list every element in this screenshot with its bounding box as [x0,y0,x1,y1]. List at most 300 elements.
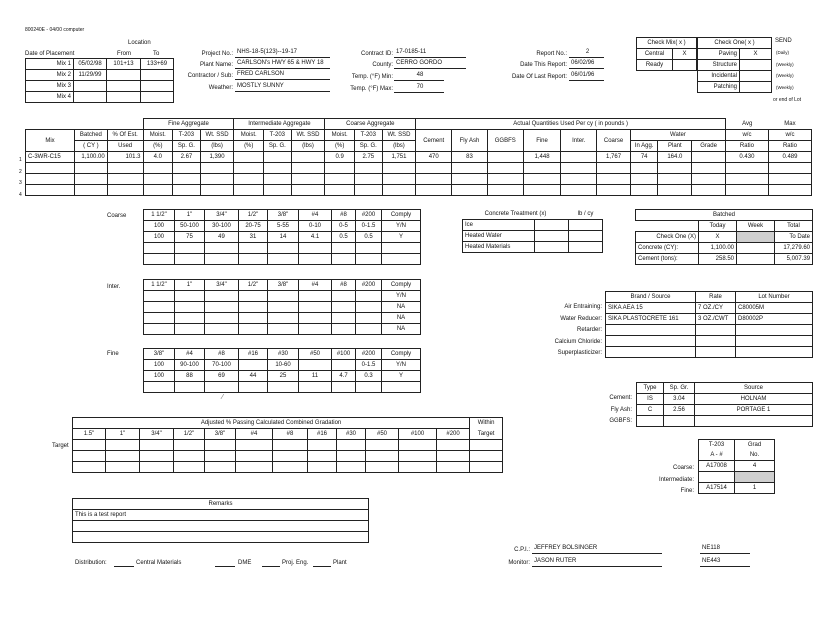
grad-cell[interactable]: 10-60 [268,360,299,371]
mix-cell-f-sg[interactable] [173,163,201,174]
grad-cell[interactable]: 0-10 [299,221,332,232]
grad-cell[interactable] [332,291,356,302]
central-check[interactable]: X [673,49,697,60]
ready-check[interactable] [673,60,697,71]
admix-brand[interactable] [606,325,696,336]
combined-cell[interactable] [205,440,236,451]
admix-brand[interactable]: SIKA AEA 15 [606,303,696,314]
combined-cell[interactable] [437,440,470,451]
grad-cell[interactable] [144,324,175,335]
cem-type[interactable]: C [637,405,664,416]
mix-cell-i-sg[interactable] [264,174,292,185]
grad-cell[interactable]: Y/N [382,291,421,302]
mix-cell-inter[interactable] [561,152,597,163]
batched-week-check[interactable] [737,232,775,243]
mix-cell-flyash[interactable] [452,174,488,185]
grad-cell[interactable] [382,382,421,393]
grad-cell[interactable]: 0.5 [356,232,382,243]
combined-cell[interactable] [337,440,366,451]
mix-cell-grade[interactable] [692,152,726,163]
grad-cell[interactable]: 44 [239,371,268,382]
grad-cell[interactable]: 100 [144,371,175,382]
mix-cell-i-sg[interactable] [264,185,292,196]
remarks-text[interactable]: This is a test report [73,510,369,521]
mix-cell-coarse[interactable] [597,185,631,196]
grad-cell[interactable] [239,254,268,265]
grad-cell[interactable]: Y/N [382,221,421,232]
mix-cell-avg[interactable] [725,163,768,174]
combined-cell[interactable] [236,440,273,451]
mix-cell-c-wt[interactable] [382,174,416,185]
cem-spg[interactable] [664,416,695,427]
grad-cell[interactable]: 0-5 [332,221,356,232]
mix-cell-batched[interactable] [75,163,108,174]
grad-cell[interactable]: NA [382,302,421,313]
combined-cell[interactable] [399,440,437,451]
grad-cell[interactable]: 69 [205,371,239,382]
admix-lot[interactable] [736,336,813,347]
grad-cell[interactable]: 0.5 [332,232,356,243]
mix-cell-f-wt[interactable] [200,163,234,174]
grad-cell[interactable] [239,360,268,371]
combined-cell[interactable] [437,462,470,473]
cem-spg[interactable]: 3.04 [664,394,695,405]
grad-cell[interactable] [239,324,268,335]
combined-cell[interactable] [337,462,366,473]
mix-cell-i-moist[interactable] [234,163,264,174]
grad-cell[interactable]: 4.1 [299,232,332,243]
grad-cell[interactable]: 49 [205,232,239,243]
admix-lot[interactable]: D80002P [736,314,813,325]
mix-cell-avg[interactable] [725,174,768,185]
grad-cell[interactable] [332,382,356,393]
check-one-box[interactable] [740,60,772,71]
remarks-line-2[interactable] [73,521,369,532]
mix-cell-i-sg[interactable] [264,152,292,163]
combined-cell[interactable] [366,440,399,451]
grad-cell[interactable] [356,243,382,254]
mix-cell-max[interactable] [768,174,811,185]
mix-cell-avg[interactable] [725,185,768,196]
grad-cell[interactable] [332,313,356,324]
grad-cell[interactable] [175,382,205,393]
treatment-lbcy[interactable] [569,242,603,253]
combined-cell[interactable] [273,440,308,451]
grad-cell[interactable] [144,382,175,393]
combined-cell[interactable] [140,440,174,451]
combined-cell[interactable] [205,462,236,473]
mix-cell-pct[interactable] [107,174,143,185]
remarks-line-3[interactable] [73,532,369,543]
sieve-header: #200 [356,349,382,360]
mix-cell-max[interactable] [768,163,811,174]
mix-cell-ggbfs[interactable] [487,185,523,196]
mix-cell-i-wt[interactable] [291,174,325,185]
grad-number[interactable]: 4 [735,461,775,472]
mix-cell-mix[interactable]: C-3WR-C15 [26,152,75,163]
grad-cell[interactable] [268,291,299,302]
grad-cell[interactable] [205,291,239,302]
grad-cell[interactable] [268,382,299,393]
mix-cell-plant[interactable] [658,185,692,196]
admix-lot[interactable] [736,325,813,336]
batched-today-check[interactable]: X [699,232,737,243]
combined-cell[interactable] [366,462,399,473]
mix-cell-i-wt[interactable] [291,163,325,174]
grad-cell[interactable] [175,313,205,324]
admix-lot[interactable]: C80005M [736,303,813,314]
combined-cell[interactable] [205,451,236,462]
location-to[interactable] [141,81,174,92]
grad-cell[interactable] [299,243,332,254]
mix-cell-i-sg[interactable] [264,163,292,174]
location-from[interactable] [107,81,141,92]
mix-cell-pct[interactable] [107,163,143,174]
grad-cell[interactable] [175,324,205,335]
mix-cell-mix[interactable] [26,174,75,185]
combined-cell[interactable] [308,440,337,451]
grad-cell[interactable] [239,302,268,313]
grad-cell[interactable] [299,302,332,313]
location-to[interactable] [141,92,174,103]
location-from[interactable]: 101+13 [107,59,141,70]
grad-cell[interactable]: 100 [144,360,175,371]
mix-cell-f-wt[interactable] [200,174,234,185]
location-from[interactable] [107,70,141,81]
mix-cell-i-moist[interactable] [234,174,264,185]
grad-cell[interactable] [175,302,205,313]
treatment-lbcy[interactable] [569,220,603,231]
cem-source[interactable]: PORTAGE 1 [695,405,813,416]
combined-cell[interactable] [174,451,205,462]
mix-cell-grade[interactable] [692,185,726,196]
mix-cell-c-wt[interactable] [382,185,416,196]
grad-number[interactable]: 1 [735,483,775,494]
grad-cell[interactable]: 25 [268,371,299,382]
mix-cell-f-sg[interactable]: 2.67 [173,152,201,163]
admix-brand[interactable] [606,347,696,358]
check-one-box[interactable] [740,71,772,82]
mix-cell-cement[interactable]: 470 [416,152,452,163]
grad-cell[interactable] [299,313,332,324]
mix-cell-ggbfs[interactable] [487,163,523,174]
location-from[interactable] [107,92,141,103]
col-coarse-spg: Sp. G. [355,141,383,152]
mix-cell-i-moist[interactable] [234,152,264,163]
grad-cell[interactable]: Y/N [382,360,421,371]
mix-cell-f-sg[interactable] [173,174,201,185]
grad-cell[interactable] [268,302,299,313]
mix-cell-f-moist[interactable] [143,174,173,185]
cem-source[interactable]: HOLNAM [695,394,813,405]
mix-cell-flyash[interactable]: 83 [452,152,488,163]
mix-cell-coarse[interactable]: 1,767 [597,152,631,163]
mix-cell-c-sg[interactable] [355,185,383,196]
grad-cell[interactable] [356,302,382,313]
admix-rate[interactable] [696,347,736,358]
combined-cell[interactable] [73,462,106,473]
treatment-check[interactable] [535,231,569,242]
mix-cell-f-moist[interactable] [143,163,173,174]
mix-cell-f-moist[interactable] [143,185,173,196]
mix-cell-cement[interactable] [416,163,452,174]
combined-cell[interactable] [106,451,140,462]
mix-cell-flyash[interactable] [452,163,488,174]
mix-cell-inagg[interactable] [630,174,658,185]
grad-cell[interactable] [382,254,421,265]
combined-cell[interactable] [140,451,174,462]
admix-lot[interactable] [736,347,813,358]
admix-brand[interactable]: SIKA PLASTOCRETE 161 [606,314,696,325]
t203-number[interactable]: A17008 [699,461,735,472]
grad-cell[interactable] [356,313,382,324]
check-one-box[interactable]: X [740,49,772,60]
mix-cell-c-wt[interactable] [382,163,416,174]
grad-cell[interactable] [175,243,205,254]
placement-date[interactable]: 05/02/98 [74,59,107,70]
grad-cell[interactable] [356,254,382,265]
grad-cell[interactable] [268,254,299,265]
grad-cell[interactable] [382,243,421,254]
cem-type[interactable] [637,416,664,427]
admixture-row [606,314,813,325]
mix-cell-c-sg[interactable] [355,163,383,174]
mix-cell-inter[interactable] [561,174,597,185]
grad-cell[interactable] [144,291,175,302]
mix-cell-coarse[interactable] [597,163,631,174]
mix-cell-fine[interactable] [523,174,561,185]
grad-cell[interactable]: 20-75 [239,221,268,232]
grad-cell[interactable]: 90-100 [175,360,205,371]
combined-cell[interactable] [308,451,337,462]
mix-cell-fine[interactable] [523,185,561,196]
admix-brand[interactable] [606,336,696,347]
grad-cell[interactable] [239,243,268,254]
mix-cell-c-moist[interactable] [325,174,355,185]
admix-rate[interactable] [696,325,736,336]
mix-cell-batched[interactable] [75,174,108,185]
mix-cell-c-moist[interactable]: 0.9 [325,152,355,163]
mix-cell-max[interactable]: 0.489 [768,152,811,163]
mix-cell-f-moist[interactable]: 4.0 [143,152,173,163]
grad-cell[interactable] [356,382,382,393]
grad-cell[interactable]: 31 [239,232,268,243]
combined-target-label: Target [52,443,69,449]
grad-cell[interactable]: 30-100 [205,221,239,232]
combined-cell[interactable] [106,440,140,451]
grad-cell[interactable] [239,313,268,324]
grad-cell[interactable] [144,302,175,313]
mix-cell-max[interactable] [768,185,811,196]
mix-cell-inagg[interactable] [630,163,658,174]
admix-rate[interactable]: 3 OZ./CWT [696,314,736,325]
treatment-check[interactable] [535,242,569,253]
placement-date[interactable] [74,81,107,92]
combined-cell[interactable] [470,451,503,462]
grad-cell[interactable] [332,254,356,265]
mix-cell-inter[interactable] [561,163,597,174]
grad-cell[interactable] [332,360,356,371]
combined-cell[interactable] [73,440,106,451]
grad-cell[interactable] [205,324,239,335]
mix-cell-c-moist[interactable] [325,185,355,196]
placement-date[interactable] [74,92,107,103]
combined-cell[interactable] [470,462,503,473]
grad-cell[interactable] [332,302,356,313]
grad-cell[interactable]: 100 [144,232,175,243]
admix-rate[interactable] [696,336,736,347]
grad-cell[interactable]: 100 [144,221,175,232]
mix-cell-batched[interactable] [75,185,108,196]
mix-cell-i-wt[interactable] [291,185,325,196]
contractor-label: Contractor / Sub: [187,73,233,79]
row-number: 3 [19,180,22,186]
mix-cell-inagg[interactable] [630,185,658,196]
combined-cell[interactable] [273,462,308,473]
sieve-header: 3/4" [205,210,239,221]
grad-cell[interactable]: NA [382,313,421,324]
grad-cell[interactable] [239,291,268,302]
mix-cell-pct[interactable]: 101.3 [107,152,143,163]
combined-cell[interactable] [236,462,273,473]
grad-cell[interactable] [175,254,205,265]
cem-source[interactable] [695,416,813,427]
mix-cell-ggbfs[interactable] [487,174,523,185]
combined-cell[interactable] [366,451,399,462]
mix-cell-f-wt[interactable] [200,185,234,196]
grad-cell[interactable]: 88 [175,371,205,382]
combined-cell[interactable] [273,451,308,462]
mix-cell-plant[interactable] [658,174,692,185]
check-one-row [698,49,772,60]
combined-cell[interactable] [337,451,366,462]
mix-cell-f-sg[interactable] [173,185,201,196]
grad-cell[interactable] [299,324,332,335]
t203-number[interactable] [699,472,735,483]
grad-cell[interactable] [144,313,175,324]
grad-cell[interactable] [268,243,299,254]
combined-cell[interactable] [437,451,470,462]
mix-cell-i-wt[interactable] [291,152,325,163]
mix-cell-cement[interactable] [416,185,452,196]
distribution-check-line[interactable] [114,566,134,567]
combined-cell[interactable] [174,462,205,473]
mix-cell-inagg[interactable]: 74 [630,152,658,163]
mix-cell-flyash[interactable] [452,185,488,196]
grad-cell[interactable] [299,382,332,393]
mix-cell-plant[interactable] [658,163,692,174]
grad-cell[interactable]: 0.3 [356,371,382,382]
grad-cell[interactable]: 70-100 [205,360,239,371]
grad-cell[interactable] [175,291,205,302]
mix-cell-batched[interactable]: 1,100.00 [75,152,108,163]
combined-cell[interactable] [106,462,140,473]
mix-cell-fine[interactable] [523,163,561,174]
grad-cell[interactable] [239,382,268,393]
mix-cell-c-sg[interactable] [355,174,383,185]
mix-cell-c-sg[interactable]: 2.75 [355,152,383,163]
mix-cell-pct[interactable] [107,185,143,196]
mix-cell-plant[interactable]: 164.0 [658,152,692,163]
mix-cell-ggbfs[interactable] [487,152,523,163]
grad-cell[interactable] [205,313,239,324]
grad-cell[interactable] [268,324,299,335]
combined-cell[interactable] [236,451,273,462]
grad-cell[interactable] [205,302,239,313]
grad-cell[interactable]: 11 [299,371,332,382]
treatment-lbcy[interactable] [569,231,603,242]
combined-cell[interactable] [174,440,205,451]
mix-cell-grade[interactable] [692,163,726,174]
grad-cell[interactable]: 5-55 [268,221,299,232]
grad-cell[interactable] [299,360,332,371]
grad-cell[interactable]: 0-1.5 [356,360,382,371]
grad-cell[interactable] [332,243,356,254]
grad-number[interactable] [735,472,775,483]
grad-cell[interactable]: 0-1.5 [356,221,382,232]
grad-cell[interactable]: Y [382,232,421,243]
mix-cell-grade[interactable] [692,174,726,185]
mix-cell-cement[interactable] [416,174,452,185]
grad-cell[interactable] [144,254,175,265]
t203-number[interactable]: A17514 [699,483,735,494]
combined-cell[interactable] [399,451,437,462]
cem-type[interactable]: IS [637,394,664,405]
combined-cell[interactable] [73,451,106,462]
mix-cell-coarse[interactable] [597,174,631,185]
grad-cell[interactable] [299,254,332,265]
grad-cell[interactable] [268,313,299,324]
mix-cell-inter[interactable] [561,185,597,196]
grad-cell[interactable]: Y [382,371,421,382]
check-one-box[interactable] [740,82,772,93]
admix-rate[interactable]: 7 OZ./CY [696,303,736,314]
location-to[interactable]: 133+69 [141,59,174,70]
mix-cell-avg[interactable]: 0.430 [725,152,768,163]
treatment-check[interactable] [535,220,569,231]
grad-cell[interactable] [356,291,382,302]
grad-cell[interactable] [205,254,239,265]
grad-cell[interactable]: 75 [175,232,205,243]
grad-cell[interactable] [144,243,175,254]
mix-cell-mix[interactable] [26,163,75,174]
grad-cell[interactable] [332,324,356,335]
mix-cell-c-moist[interactable] [325,163,355,174]
mix-cell-c-wt[interactable]: 1,751 [382,152,416,163]
grad-cell[interactable]: NA [382,324,421,335]
mix-cell-mix[interactable] [26,185,75,196]
grad-cell[interactable] [299,291,332,302]
distribution-check-line[interactable] [262,566,280,567]
grad-cell[interactable]: 14 [268,232,299,243]
combined-cell[interactable] [308,462,337,473]
distribution-check-line[interactable] [313,566,331,567]
mix-cell-fine[interactable]: 1,448 [523,152,561,163]
combined-cell[interactable] [399,462,437,473]
grad-cell[interactable] [205,382,239,393]
distribution-check-line[interactable] [215,566,235,567]
grad-cell[interactable]: 4.7 [332,371,356,382]
grad-cell[interactable]: 50-100 [175,221,205,232]
combined-cell[interactable] [140,462,174,473]
placement-date[interactable]: 11/29/99 [74,70,107,81]
cem-spg[interactable]: 2.56 [664,405,695,416]
grad-cell[interactable] [356,324,382,335]
mix-cell-f-wt[interactable]: 1,390 [200,152,234,163]
grad-cell[interactable] [205,243,239,254]
combined-cell[interactable] [470,440,503,451]
mix-cell-i-moist[interactable] [234,185,264,196]
